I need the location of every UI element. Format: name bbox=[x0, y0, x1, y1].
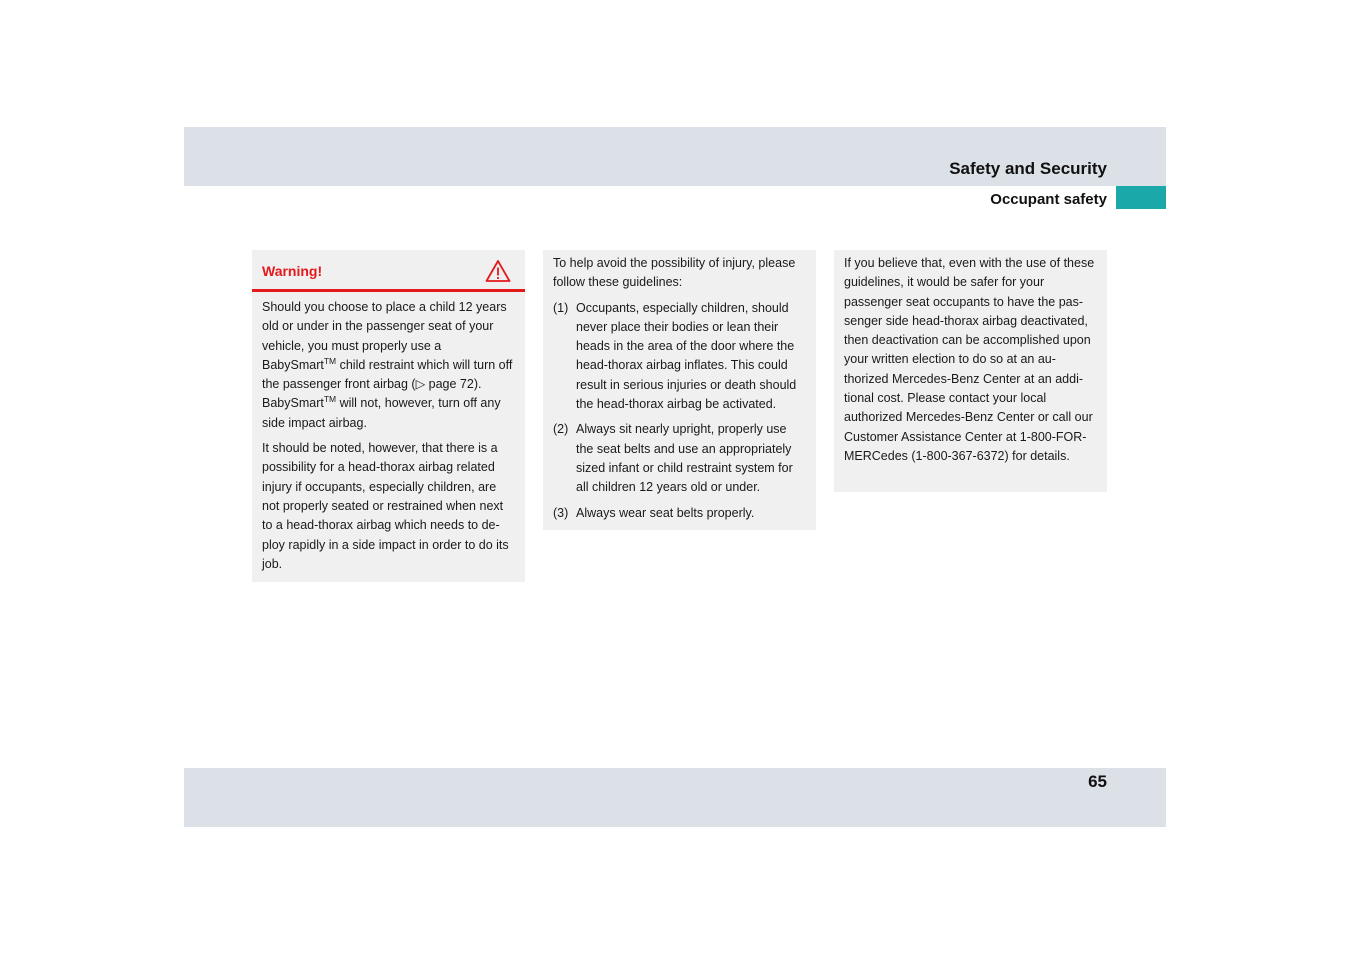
warning-label: Warning! bbox=[262, 263, 323, 279]
list-item bbox=[553, 420, 806, 497]
warning-paragraph-1: Should you choose to place a child 12 years old or under in the passenger seat of your vehicle, you must properly use a BabySmart™ child restraint which will turn off the passenger front airbag (▷ page 72). BabySmart™ will not, however, turn off any side impact airbag. bbox=[262, 300, 513, 430]
section-title: Safety and Security bbox=[949, 159, 1107, 178]
warning-triangle-icon bbox=[485, 259, 511, 283]
guidelines-list bbox=[553, 299, 806, 523]
trademark-mark: TM bbox=[323, 355, 337, 366]
list-item bbox=[553, 299, 806, 415]
list-item-text: Always sit nearly upright, properly use the seat belts and use an appropriately sized infant or child restraint system for all children 12 years old or under. bbox=[576, 422, 793, 495]
list-item bbox=[553, 504, 806, 523]
page-number: 65 bbox=[1088, 772, 1107, 791]
section-accent-tab bbox=[1116, 186, 1166, 209]
guidelines-box bbox=[543, 250, 816, 530]
trademark-mark: TM bbox=[323, 394, 337, 405]
list-item-number: (1) bbox=[553, 300, 569, 315]
deactivation-box bbox=[834, 250, 1107, 492]
warning-body bbox=[252, 292, 525, 574]
list-item-text: Occupants, especially children, should never place their bodies or lean their heads in the area of the door where the head-thorax airbag inflates. This could result in serious injuries or death should the head-thorax airbag be activated. bbox=[576, 300, 797, 412]
list-item-number: (2) bbox=[553, 422, 569, 437]
warning-box bbox=[252, 250, 525, 582]
deactivation-text: If you believe that, even with the use of these guidelines, it would be safer for your passenger seat occupants to have the pas-senger side head-thorax airbag deactivated, then deactivation can be accomplished upon your written election to do so at an au-thorized Mercedes-Benz Center at an addi-tional cost. Please contact your local authorized Mercedes-Benz Center or call our Customer Assistance Center at 1-800-FOR-MERCedes (1-800-367-6372) for details. bbox=[844, 256, 1095, 463]
warning-header bbox=[252, 250, 525, 292]
subsection-title: Occupant safety bbox=[990, 191, 1107, 208]
warning-paragraph-2: It should be noted, however, that there is a possibility for a head-thorax airbag related injury if occupants, especially children, are not properly seated or restrained when next to a head-thorax airbag which needs to de-ploy rapidly in a side impact in order to do its job. bbox=[262, 441, 509, 571]
guidelines-intro: To help avoid the possibility of injury, please follow these guidelines: bbox=[553, 256, 796, 290]
footer-band bbox=[184, 768, 1166, 827]
list-item-text: Always wear seat belts properly. bbox=[576, 505, 755, 520]
list-item-number: (3) bbox=[553, 505, 569, 520]
